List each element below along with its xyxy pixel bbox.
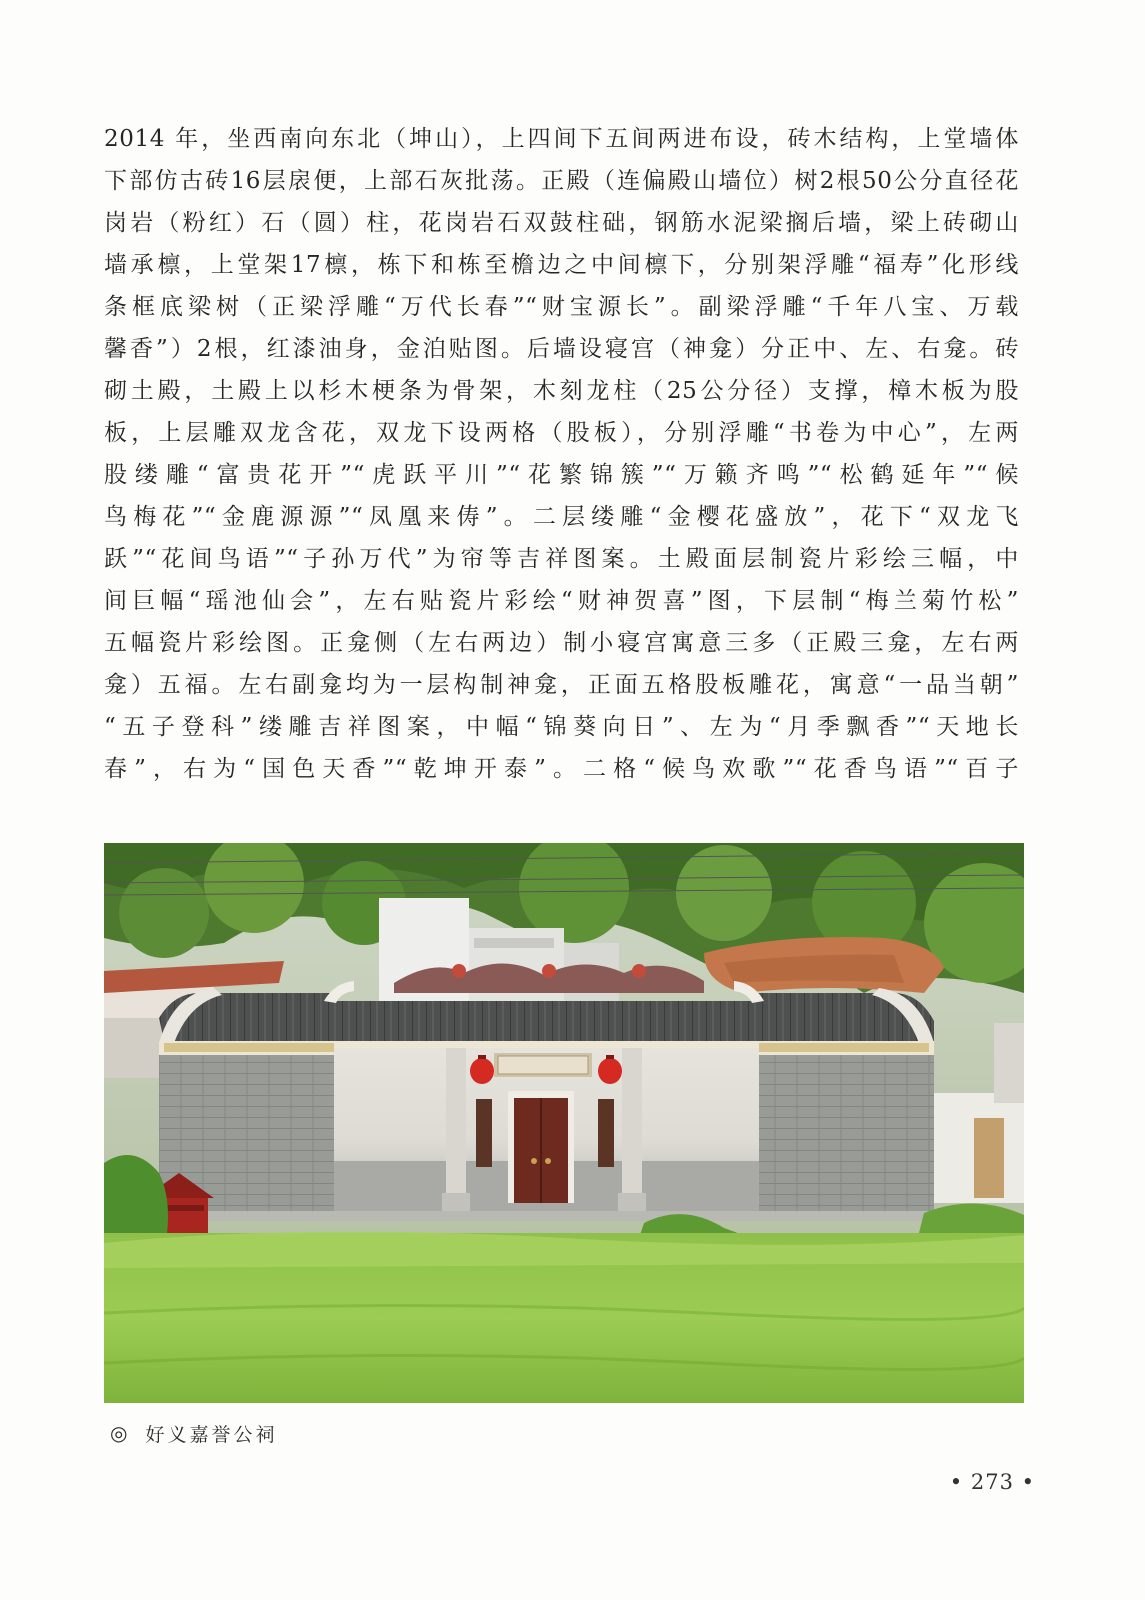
text-line: 鸟梅花”“金鹿源源”“凤凰来俦”。二层缕雕“金樱花盛放”，花下“双龙飞 bbox=[104, 504, 1019, 530]
text-line: 龛）五福。左右副龛均为一层构制神龛，正面五格股板雕花，寓意“一品当朝” bbox=[104, 672, 1019, 698]
body-text bbox=[104, 118, 1019, 790]
text-line: 墙承檩，上堂架17檩，栋下和栋至檐边之中间檩下，分别架浮雕“福寿”化形线 bbox=[104, 252, 1019, 278]
text-line: “五子登科”缕雕吉祥图案，中幅“锦葵向日”、左为“月季飘香”“天地长 bbox=[104, 714, 1019, 740]
text-line: 条框底梁树（正梁浮雕“万代长春”“财宝源长”。副梁浮雕“千年八宝、万载 bbox=[104, 294, 1019, 320]
photo-caption bbox=[110, 1418, 277, 1448]
caption-text: 好义嘉誉公祠 bbox=[145, 1423, 278, 1446]
ancestral-hall-photo bbox=[104, 843, 1024, 1403]
text-line: 间巨幅“瑶池仙会”，左右贴瓷片彩绘“财神贺喜”图，下层制“梅兰菊竹松” bbox=[104, 588, 1019, 614]
text-line: 春”，右为“国色天香”“乾坤开泰”。二格“候鸟欢歌”“花香鸟语”“百子 bbox=[104, 756, 1019, 782]
text-line: 板，上层雕双龙含花，双龙下设两格（股板），分别浮雕“书卷为中心”，左两 bbox=[104, 420, 1019, 446]
caption-marker-icon: ◎ bbox=[110, 1421, 128, 1445]
text-line: 下部仿古砖16层扆便，上部石灰批荡。正殿（连偏殿山墙位）树2根50公分直径花 bbox=[104, 168, 1019, 194]
text-line: 股缕雕“富贵花开”“虎跃平川”“花繁锦簇”“万籁齐鸣”“松鹤延年”“候 bbox=[104, 462, 1019, 488]
text-line: 馨香”）2根，红漆油身，金泊贴图。后墙设寝宫（神龛）分正中、左、右龛。砖 bbox=[104, 336, 1019, 362]
text-line: 岗岩（粉红）石（圆）柱，花岗岩石双鼓柱础，钢筋水泥梁搁后墙，梁上砖砌山 bbox=[104, 210, 1019, 236]
page-number: • 273 • bbox=[949, 1470, 1035, 1494]
text-line: 五幅瓷片彩绘图。正龛侧（左右两边）制小寝宫寓意三多（正殿三龛，左右两 bbox=[104, 630, 1019, 656]
text-line: 跃”“花间鸟语”“子孙万代”为帘等吉祥图案。土殿面层制瓷片彩绘三幅，中 bbox=[104, 546, 1019, 572]
text-line: 2014 年，坐西南向东北（坤山），上四间下五间两进布设，砖木结构，上堂墙体 bbox=[104, 126, 1019, 152]
text-line: 砌土殿，土殿上以杉木梗条为骨架，木刻龙柱（25公分径）支撑，樟木板为股 bbox=[104, 378, 1019, 404]
